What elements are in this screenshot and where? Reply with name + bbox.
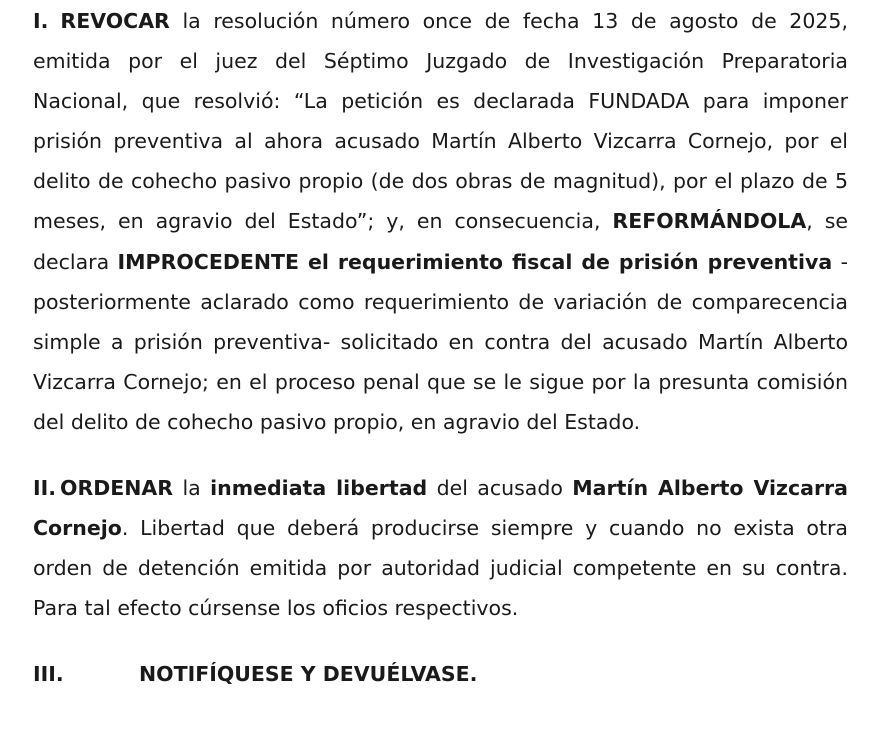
item-1-number: I. [33, 9, 49, 33]
item-1-keyword-3: IMPROCEDENTE el requerimiento fiscal de prisión preventiva [117, 249, 833, 274]
resolution-item-3 [33, 654, 848, 694]
item-1-text-b: , se declara [33, 209, 848, 274]
item-1-text-c: -posteriormente aclarado como requerimiento de variación de comparecencia simple a prisión preventiva- solicitado en contra del acusado Martín Alberto Vizcarra Cornejo; en el proceso penal que se le sigue por la presunta comisión del delito de cohecho pasivo propio, en agravio del Estado. [33, 249, 848, 434]
item-1-keyword: REVOCAR [60, 9, 170, 33]
item-2-text-b: del acusado [427, 476, 573, 501]
item-1-text-a: la resolución número once de fecha 13 de agosto de 2025, emitida por el juez del Séptimo Juzgado de Investigación Preparatoria Nacional, que resolvió: “La petición es declarada FUNDADA para imponer prisión preventiva al ahora acusado Martín Alberto Vizcarra Cornejo, por el delito de cohecho pasivo propio (de dos obras de magnitud), por el plazo de 5 meses, en agravio del Estado”; y, en consecuencia, [33, 9, 848, 234]
item-1-keyword-2: REFORMÁNDOLA [612, 209, 807, 234]
item-3-number: III. [33, 662, 64, 687]
item-2-keyword-2: inmediata libertad [210, 476, 428, 501]
resolution-item-2 [33, 468, 848, 628]
item-2-text-a: la [173, 476, 211, 501]
item-2-number: II. [33, 476, 57, 501]
resolution-item-1 [33, 1, 848, 442]
resolution-document [33, 1, 848, 695]
item-3-text: NOTIFÍQUESE Y DEVUÉLVASE. [139, 662, 478, 687]
item-2-text-c: . Libertad que deberá producirse siempre y cuando no exista otra orden de detención emitida por autoridad judicial competente en su contra. Para tal efecto cúrsense los oficios respectivos. [33, 516, 848, 621]
item-2-keyword: ORDENAR [60, 476, 174, 501]
item-2-keyword-3: Martín Alberto Vizcarra Cornejo [33, 476, 848, 541]
